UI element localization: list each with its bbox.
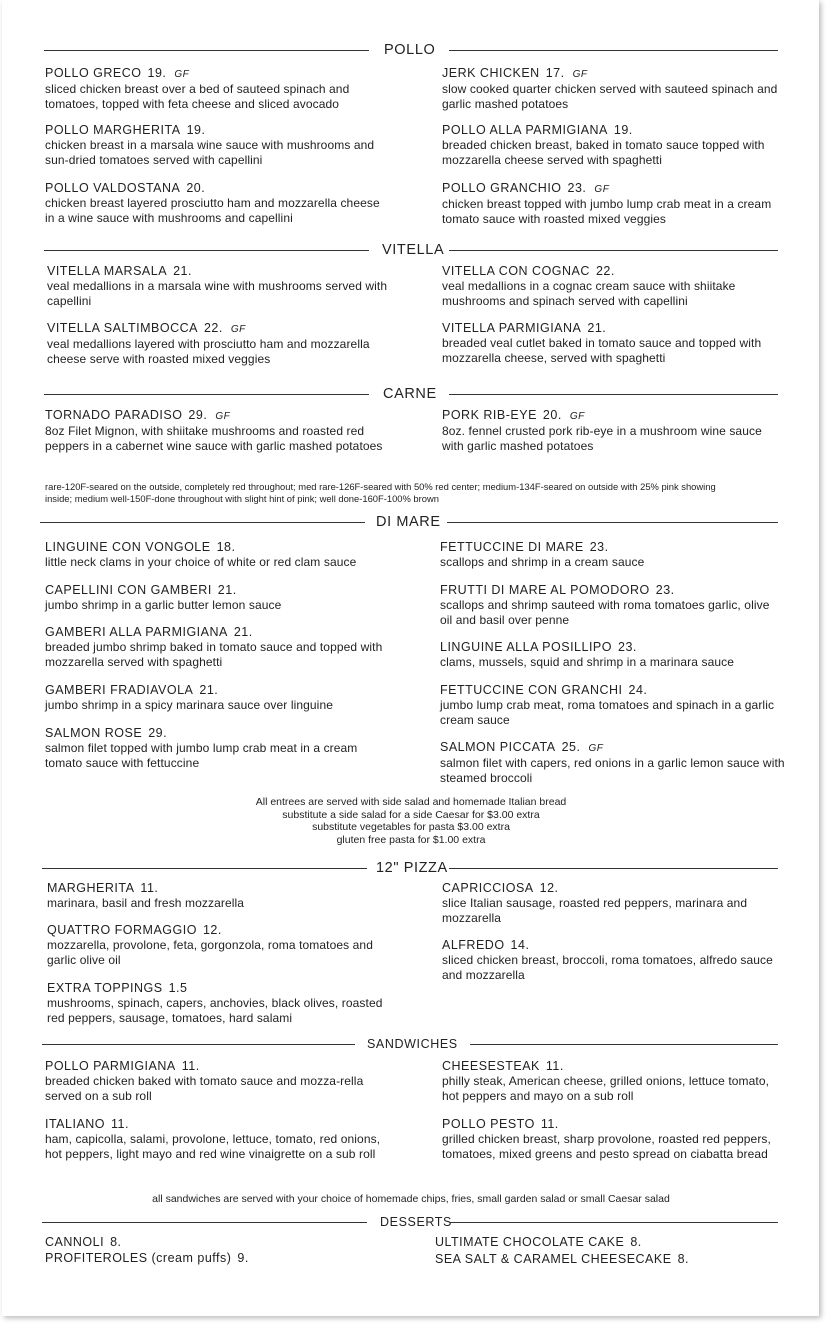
item-price: 22. (595, 264, 615, 278)
item-name: CAPRICCIOSA (442, 881, 534, 895)
item-name: MARGHERITA (47, 881, 135, 895)
item-name: GAMBERI ALLA PARMIGIANA (45, 625, 228, 639)
item-price: 11. (140, 881, 159, 895)
item-price: 1.5 (168, 981, 188, 995)
item-description: jumbo lump crab meat, roma tomatoes and spinach in a garlic cream sauce (440, 698, 775, 727)
item-price: 8. (110, 1235, 122, 1249)
item-price: 11. (540, 1117, 559, 1131)
item-description: breaded chicken breast, baked in tomato sauce topped with mozzarella cheese served with spaghetti (442, 138, 765, 167)
doneness-note-line: rare-120F-seared on the outside, completely red throughout; med rare-126F-seared with 50% red center; medium-134F-seared on outside with 25% pink showing (45, 481, 716, 492)
doneness-note (45, 481, 785, 505)
section-header-pizza (42, 858, 778, 878)
item-description: slice Italian sausage, roasted red peppers, marinara and mozzarella (442, 896, 748, 925)
header-rule-left (44, 50, 369, 51)
menu-item (442, 264, 787, 309)
menu-item (45, 625, 390, 670)
item-name: PROFITEROLES (cream puffs) (45, 1251, 232, 1265)
header-rule-right (449, 50, 778, 51)
item-name: VITELLA SALTIMBOCCA (47, 321, 198, 335)
item-description: breaded veal cutlet baked in tomato sauce and topped with mozzarella cheese, served with spaghetti (442, 336, 762, 365)
item-description: 8oz Filet Mignon, with shiitake mushrooms and roasted red peppers in a cabernet wine sauce with garlic mashed potatoes (45, 424, 383, 453)
item-name: CANNOLI (45, 1235, 105, 1249)
header-rule-right (449, 394, 778, 395)
menu-item (45, 1235, 390, 1250)
item-price: 22. (203, 321, 223, 335)
item-description: chicken breast in a marsala wine sauce with mushrooms and sun-dried tomatoes served with capellini (45, 138, 375, 167)
item-description: mushrooms, spinach, capers, anchovies, black olives, roasted red peppers, sausage, tomatoes, hard salami (47, 996, 383, 1025)
item-name: FRUTTI DI MARE AL POMODORO (440, 583, 650, 597)
item-price: 20. (542, 408, 562, 422)
item-name: VITELLA PARMIGIANA (442, 321, 582, 335)
item-description: slow cooked quarter chicken served with sauteed spinach and garlic mashed potatoes (442, 82, 778, 111)
section-title: POLLO (384, 42, 436, 58)
item-price: 21. (173, 264, 192, 278)
item-price: 23. (567, 181, 587, 195)
item-name: POLLO GRECO (45, 66, 142, 80)
item-description: scallops and shrimp sauteed with roma tomatoes garlic, olive oil and basil over penne (440, 598, 770, 627)
entree-note-line: substitute vegetables for pasta $3.00 extra (312, 821, 510, 833)
section-header-sandwiches (42, 1034, 778, 1054)
menu-item (442, 321, 787, 366)
menu-item (442, 181, 787, 227)
item-price: 19. (613, 123, 633, 137)
item-description: breaded jumbo shrimp baked in tomato sauce and topped with mozzarella served with spaghetti (45, 640, 383, 669)
item-price: 24. (628, 683, 648, 697)
item-name: CHEESESTEAK (442, 1059, 540, 1073)
item-name: POLLO VALDOSTANA (45, 181, 181, 195)
menu-item (47, 881, 392, 911)
item-name: VITELLA CON COGNAC (442, 264, 590, 278)
item-name: POLLO PARMIGIANA (45, 1059, 176, 1073)
item-name: JERK CHICKEN (442, 66, 540, 80)
item-description: ham, capicolla, salami, provolone, lettuce, tomato, red onions, hot peppers, light mayo and red wine vinaigrette on a sub roll (45, 1132, 381, 1161)
item-price: 11. (545, 1059, 564, 1073)
header-rule-right (449, 250, 778, 251)
menu-item (47, 264, 392, 309)
item-price: 21. (199, 683, 219, 697)
item-price: 8. (677, 1252, 690, 1266)
entree-note-line: gluten free pasta for $1.00 extra (336, 833, 486, 846)
header-rule-left (42, 1222, 367, 1223)
menu-item (442, 1059, 787, 1104)
menu-item (442, 1117, 787, 1162)
menu-item (442, 66, 787, 112)
item-description: salmon filet topped with jumbo lump crab meat in a cream tomato sauce with fettuccine (45, 741, 358, 770)
section-title: CARNE (383, 386, 437, 402)
item-name: POLLO ALLA PARMIGIANA (442, 123, 608, 137)
item-price: 23. (589, 540, 609, 554)
item-description: chicken breast topped with jumbo lump crab meat in a cream tomato sauce with roasted mixed veggies (442, 197, 772, 226)
item-name: POLLO GRANCHIO (442, 181, 562, 195)
item-name: CAPELLINI CON GAMBERI (45, 583, 212, 597)
entree-notes (2, 796, 820, 846)
header-rule-left (44, 250, 369, 251)
item-price: 29. (188, 408, 208, 422)
section-header-carne (44, 384, 778, 404)
item-description: jumbo shrimp in a garlic butter lemon sauce (45, 598, 282, 612)
section-title: VITELLA (382, 242, 445, 258)
gluten-free-badge: GF (572, 69, 588, 80)
item-description: jumbo shrimp in a spicy marinara sauce over linguine (45, 698, 333, 712)
header-rule-left (42, 1044, 355, 1045)
item-description: breaded chicken baked with tomato sauce and mozza-rella served on a sub roll (45, 1074, 364, 1103)
item-price: 19. (147, 66, 167, 80)
item-price: 8. (630, 1235, 642, 1249)
item-name: POLLO PESTO (442, 1117, 535, 1131)
menu-item (45, 1059, 390, 1104)
item-price: 12. (202, 923, 222, 937)
gluten-free-badge: GF (569, 411, 585, 422)
section-title: DI MARE (376, 514, 441, 530)
menu-item (442, 123, 787, 168)
menu-item (45, 66, 390, 112)
section-header-di-mare (40, 512, 778, 532)
item-name: VITELLA MARSALA (47, 264, 168, 278)
header-rule-left (40, 522, 365, 523)
header-rule-right (449, 868, 778, 869)
item-price: 19. (186, 123, 206, 137)
item-description: philly steak, American cheese, grilled onions, lettuce tomato, hot peppers and mayo on a sub roll (442, 1074, 770, 1103)
item-name: FETTUCCINE DI MARE (440, 540, 584, 554)
menu-item (45, 123, 390, 168)
sandwich-note: all sandwiches are served with your choice of homemade chips, fries, small garden salad or small Caesar salad (152, 1193, 670, 1205)
menu-item (440, 540, 785, 570)
item-price: 11. (181, 1059, 200, 1073)
menu-item (45, 540, 390, 570)
item-name: QUATTRO FORMAGGIO (47, 923, 197, 937)
menu-item (47, 321, 392, 367)
section-header-pollo (44, 40, 778, 60)
section-title: DESSERTS (380, 1215, 452, 1229)
item-name: LINGUINE CON VONGOLE (45, 540, 211, 554)
header-rule-right (450, 1222, 778, 1223)
section-title: SANDWICHES (367, 1037, 458, 1051)
item-description: chicken breast layered prosciutto ham and mozzarella cheese in a wine sauce with mushrooms and capellini (45, 196, 380, 225)
item-price: 12. (539, 881, 559, 895)
menu-item (440, 583, 785, 628)
menu-item (47, 923, 392, 968)
item-description: salmon filet with capers, red onions in a garlic lemon sauce with steamed broccoli (440, 756, 785, 785)
menu-item (435, 1252, 780, 1267)
item-name: SALMON ROSE (45, 726, 143, 740)
item-name: GAMBERI FRADIAVOLA (45, 683, 194, 697)
item-name: ITALIANO (45, 1117, 106, 1131)
menu-item (440, 683, 785, 728)
gluten-free-badge: GF (215, 411, 231, 422)
item-name: ALFREDO (442, 938, 505, 952)
header-rule-right (447, 522, 778, 523)
item-price: 9. (237, 1251, 249, 1265)
item-name: TORNADO PARADISO (45, 408, 183, 422)
menu-item (440, 640, 785, 670)
item-description: sliced chicken breast, broccoli, roma tomatoes, alfredo sauce and mozzarella (442, 953, 773, 982)
item-name: POLLO MARGHERITA (45, 123, 181, 137)
item-price: 21. (217, 583, 237, 597)
gluten-free-badge: GF (230, 324, 246, 335)
entree-note-line: substitute a side salad for a side Caesar for $3.00 extra (282, 808, 540, 821)
gluten-free-badge: GF (594, 184, 610, 195)
menu-item (442, 938, 787, 983)
item-name: FETTUCCINE CON GRANCHI (440, 683, 623, 697)
item-description: mozzarella, provolone, feta, gorgonzola, roma tomatoes and garlic olive oil (47, 938, 373, 967)
item-price: 21. (587, 321, 607, 335)
item-name: SALMON PICCATA (440, 740, 556, 754)
menu-item (442, 881, 787, 926)
item-price: 11. (111, 1117, 129, 1131)
header-rule-right (470, 1044, 778, 1045)
item-description: clams, mussels, squid and shrimp in a marinara sauce (440, 655, 734, 669)
item-name: ULTIMATE CHOCOLATE CAKE (435, 1235, 625, 1249)
item-name: EXTRA TOPPINGS (47, 981, 163, 995)
item-price: 20. (186, 181, 206, 195)
item-price: 21. (233, 625, 253, 639)
item-description: veal medallions in a marsala wine with mushrooms served with capellini (47, 279, 388, 308)
item-name: LINGUINE ALLA POSILLIPO (440, 640, 612, 654)
item-name: SEA SALT & CARAMEL CHEESECAKE (435, 1252, 672, 1266)
item-name: PORK RIB-EYE (442, 408, 537, 422)
item-price: 23. (655, 583, 675, 597)
header-rule-left (44, 394, 369, 395)
item-price: 18. (216, 540, 236, 554)
menu-item (47, 981, 392, 1026)
menu-item (45, 1117, 390, 1162)
menu-item (45, 408, 390, 454)
gluten-free-badge: GF (174, 69, 190, 80)
menu-page (2, 0, 819, 1316)
menu-item (442, 408, 787, 454)
entree-note-line: All entrees are served with side salad and homemade Italian bread (255, 796, 567, 808)
gluten-free-badge: GF (588, 743, 604, 754)
item-description: scallops and shrimp in a cream sauce (440, 555, 645, 569)
item-description: sliced chicken breast over a bed of sauteed spinach and tomatoes, topped with feta cheese and sliced avocado (45, 82, 350, 111)
item-description: veal medallions in a cognac cream sauce with shiitake mushrooms and spinach served with capellini (442, 279, 736, 308)
menu-item (440, 740, 785, 786)
item-price: 25. (561, 740, 581, 754)
item-description: marinara, basil and fresh mozzarella (47, 896, 245, 910)
item-price: 23. (618, 640, 637, 654)
item-price: 17. (545, 66, 565, 80)
menu-item (45, 683, 390, 713)
item-price: 29. (148, 726, 168, 740)
item-description: veal medallions layered with prosciutto ham and mozzarella cheese serve with roasted mixed veggies (47, 337, 370, 366)
menu-item (45, 1251, 390, 1266)
item-price: 14. (510, 938, 530, 952)
item-description: 8oz. fennel crusted pork rib-eye in a mushroom wine sauce with garlic mashed potatoes (442, 424, 762, 453)
menu-item (45, 726, 390, 771)
header-rule-left (42, 868, 367, 869)
menu-item (45, 181, 390, 226)
section-title: 12" PIZZA (376, 860, 448, 876)
section-header-vitella (44, 240, 778, 260)
item-description: grilled chicken breast, sharp provolone, roasted red peppers, tomatoes, mixed greens and pesto spread on ciabatta bread (442, 1132, 771, 1161)
section-header-desserts (42, 1212, 778, 1232)
menu-item (45, 583, 390, 613)
doneness-note-line: inside; medium well-150F-done throughout with slight hint of pink; well done-160F-100% brown (45, 493, 439, 504)
item-description: little neck clams in your choice of white or red clam sauce (45, 555, 357, 569)
menu-item (435, 1235, 780, 1250)
